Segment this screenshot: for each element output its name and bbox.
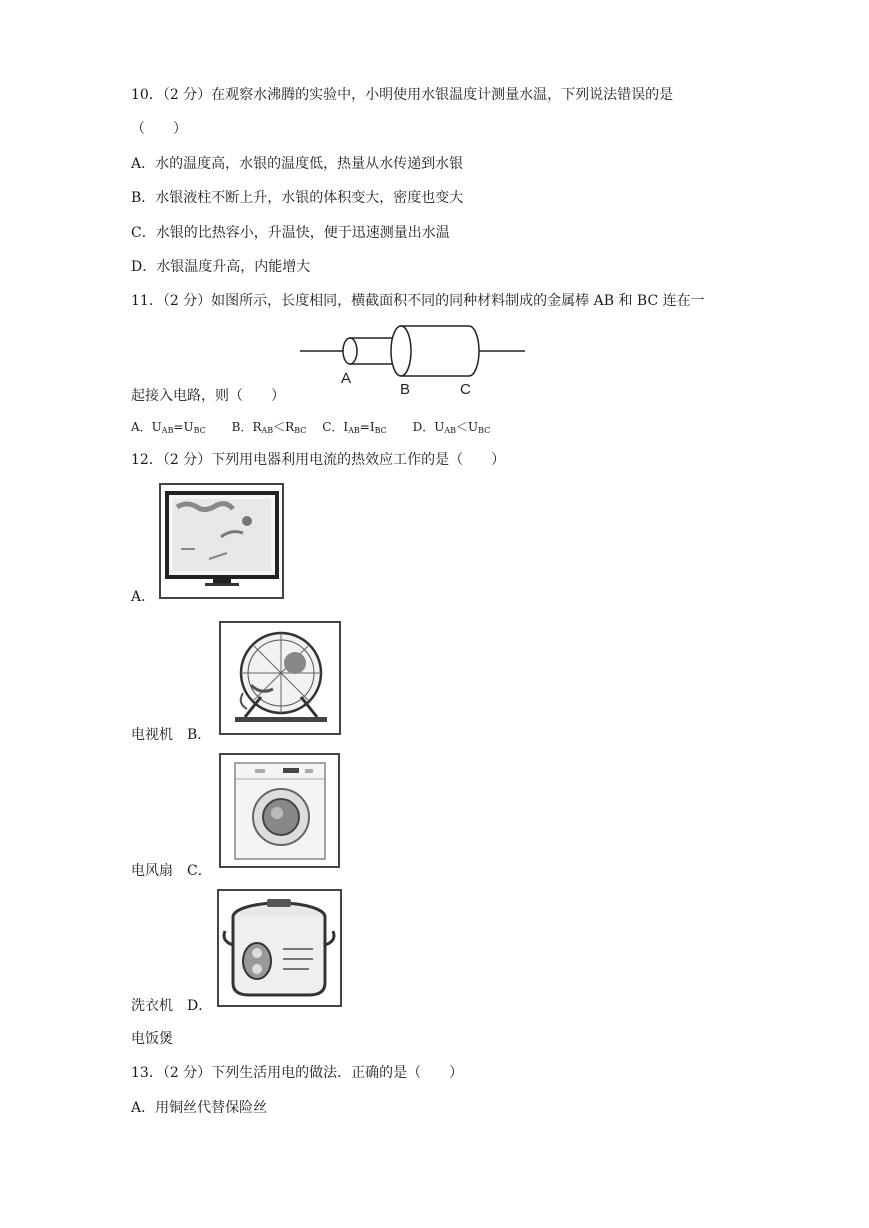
fan-image <box>219 621 341 735</box>
q11-stem: 11．（2 分）如图所示，长度相同，横截面积不同的同种材料制成的金属棒 AB 和 BC 连在一 <box>131 293 705 309</box>
q12-option-d-label: 电饭煲 <box>131 1031 173 1047</box>
label-c: C <box>460 381 471 398</box>
q10-option-b: B．水银液柱不断上升，水银的体积变大，密度也变大 <box>131 190 464 206</box>
q10-option-d: D．水银温度升高，内能增大 <box>131 259 311 275</box>
q10-option-c: C．水银的比热容小，升温快，便于迅速测量出水温 <box>131 225 450 241</box>
q12-stem: 12．（2 分）下列用电器利用电流的热效应工作的是（ ） <box>131 452 506 468</box>
q10-paren: （ ） <box>131 121 187 137</box>
q12-option-a-label: A． <box>131 589 156 605</box>
q13-option-a: A．用铜丝代替保险丝 <box>131 1100 268 1116</box>
metal-rods-figure <box>300 320 530 402</box>
washing-machine-image <box>219 753 340 868</box>
q11-option-b: B．$R_{AB}<R_{BC}$ <box>231 420 307 435</box>
q11-options <box>131 418 490 440</box>
label-b: B <box>400 381 411 398</box>
tv-image <box>159 483 284 599</box>
label-a: A <box>341 370 352 387</box>
q12-option-d-line: 洗衣机 D． <box>131 998 213 1014</box>
q11-option-d: D．$U_{AB}<U_{BC}$ <box>412 420 491 435</box>
q12-option-b-line: 电视机 B． <box>131 727 212 743</box>
rice-cooker-image <box>217 889 342 1007</box>
q11-option-a: A．$U_{AB}=U_{BC}$ <box>131 420 206 435</box>
q12-option-c-line: 电风扇 C． <box>131 863 212 879</box>
q11-option-c: C．$I_{AB}=I_{BC}$ <box>322 420 387 435</box>
q11-stem-continued: 起接入电路，则（ ） <box>131 388 285 404</box>
q10-option-a: A．水的温度高，水银的温度低，热量从水传递到水银 <box>131 156 464 172</box>
q13-stem: 13．（2 分）下列生活用电的做法．正确的是（ ） <box>131 1065 464 1081</box>
q10-stem: 10．（2 分）在观察水沸腾的实验中，小明使用水银温度计测量水温，下列说法错误的是 <box>131 87 674 103</box>
